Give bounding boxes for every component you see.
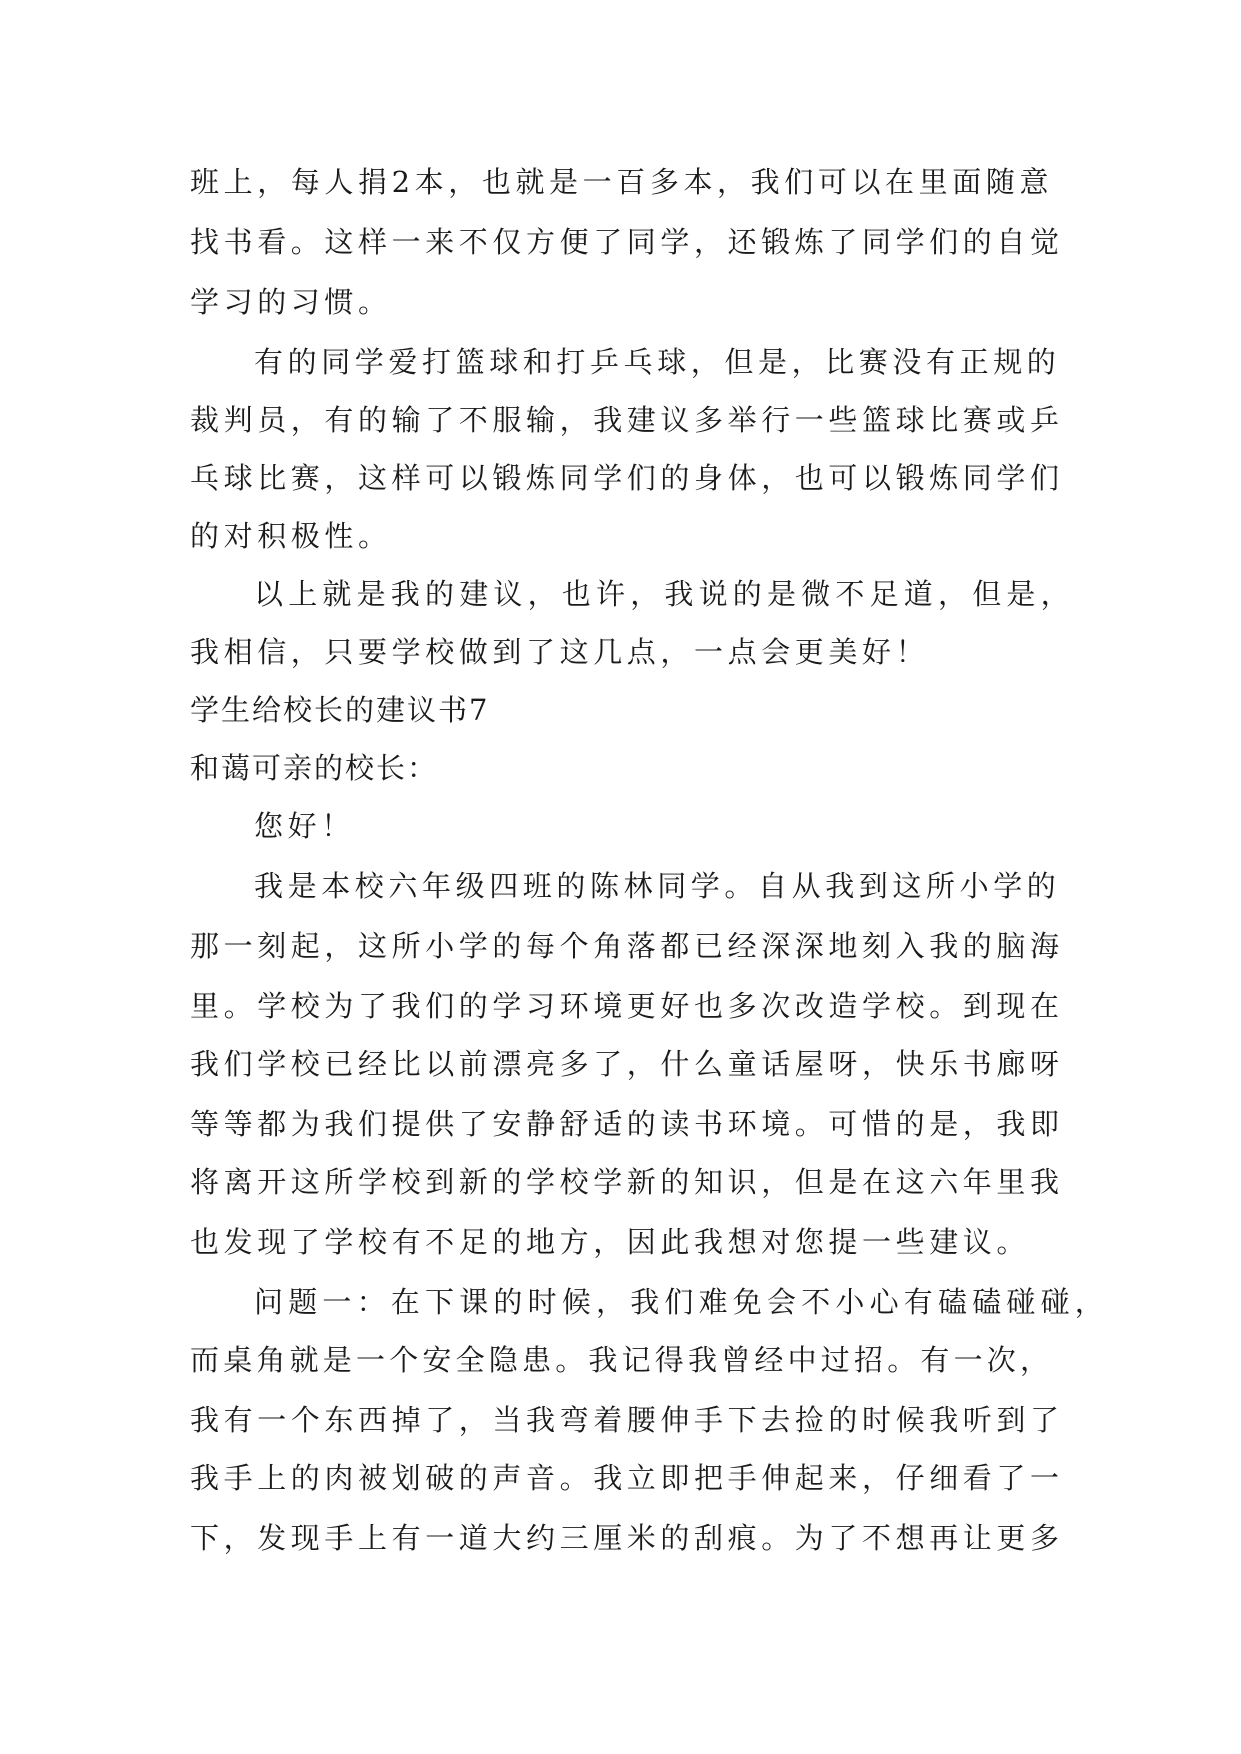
text-line: 乓球比赛，这样可以锻炼同学们的身体，也可以锻炼同学们 <box>190 461 1064 495</box>
text-line: 我相信，只要学校做到了这几点，一点会更美好！ <box>190 635 930 669</box>
text-line: 将离开这所学校到新的学校学新的知识，但是在这六年里我 <box>190 1165 1064 1199</box>
text-line: 我们学校已经比以前漂亮多了，什么童话屋呀，快乐书廊呀 <box>190 1047 1064 1081</box>
text-line: 等等都为我们提供了安静舒适的读书环境。可惜的是，我即 <box>190 1107 1064 1141</box>
section-heading: 学生给校长的建议书7 <box>190 693 490 727</box>
text-line: 找书看。这样一来不仅方便了同学，还锻炼了同学们的自觉 <box>190 225 1064 259</box>
paragraph-first-line: 有的同学爱打篮球和打乒乓球，但是，比赛没有正规的 <box>254 345 1061 379</box>
paragraph-first-line: 我是本校六年级四班的陈林同学。自从我到这所小学的 <box>254 869 1061 903</box>
text-line: 而桌角就是一个安全隐患。我记得我曾经中过招。有一次， <box>190 1343 1054 1377</box>
salutation: 和蔼可亲的校长： <box>190 751 439 785</box>
paragraph-first-line: 以上就是我的建议，也许，我说的是微不足道，但是， <box>254 577 1075 611</box>
paragraph-first-line: 问题一：在下课的时候，我们难免会不小心有磕磕碰碰， <box>254 1285 1110 1319</box>
text-line: 裁判员，有的输了不服输，我建议多举行一些篮球比赛或乒 <box>190 403 1064 437</box>
text-line: 下，发现手上有一道大约三厘米的刮痕。为了不想再让更多 <box>190 1521 1064 1555</box>
text-line: 的对积极性。 <box>190 519 392 553</box>
text-line: 我手上的肉被划破的声音。我立即把手伸起来，仔细看了一 <box>190 1461 1064 1495</box>
text-line: 我有一个东西掉了，当我弯着腰伸手下去捡的时候我听到了 <box>190 1403 1064 1437</box>
text-line: 学习的习惯。 <box>190 285 392 319</box>
greeting: 您好！ <box>254 809 355 843</box>
text-line: 里。学校为了我们的学习环境更好也多次改造学校。到现在 <box>190 989 1064 1023</box>
text-line: 也发现了学校有不足的地方，因此我想对您提一些建议。 <box>190 1225 1031 1259</box>
text-line: 班上，每人捐2本，也就是一百多本，我们可以在里面随意 <box>190 165 1054 199</box>
text-line: 那一刻起，这所小学的每个角落都已经深深地刻入我的脑海 <box>190 929 1064 963</box>
